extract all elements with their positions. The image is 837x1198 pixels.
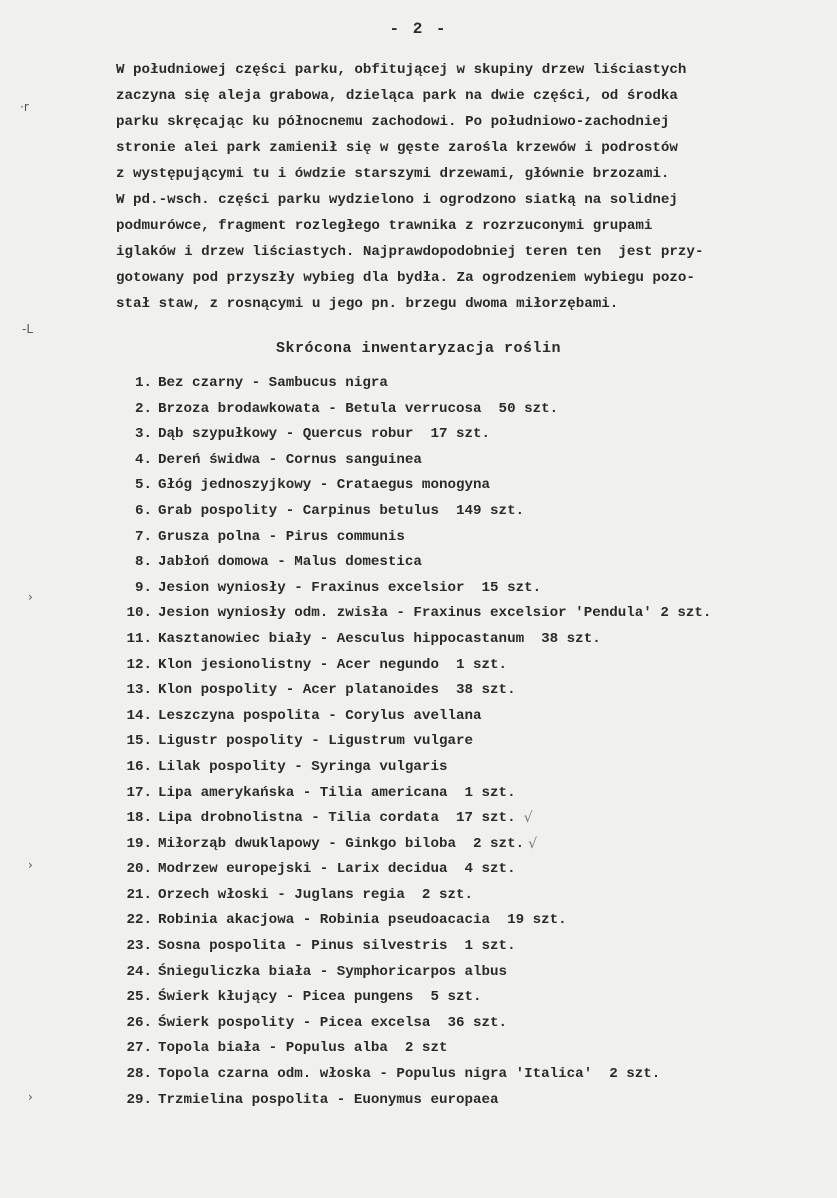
intro-line: z występującymi tu i ówdzie starszymi drzewami, głównie brzozami. [116,166,670,182]
list-item [112,1011,832,1037]
list-item [112,1062,832,1088]
item-number: 18. [126,810,152,827]
margin-mark: › [28,590,33,604]
item-text: Sosna pospolita - Pinus silvestris 1 szt. [158,938,516,955]
item-text: Świerk pospolity - Picea excelsa 36 szt. [158,1014,508,1031]
item-text: Klon jesionolistny - Acer negundo 1 szt. [158,656,508,673]
item-text: Modrzew europejski - Larix decidua 4 szt. [158,861,516,878]
check-mark: √ [523,810,533,827]
item-number: 8. [134,554,152,571]
list-item [112,857,832,883]
margin-mark: › [28,858,33,872]
list-item [112,960,832,986]
list-item [112,653,832,679]
list-item [112,1036,832,1062]
item-number: 9. [134,579,152,596]
item-text: Miłorząb dwuklapowy - Ginkgo biloba 2 szt. [158,835,525,852]
list-item [112,729,832,755]
list-item [112,806,832,832]
item-number: 6. [134,502,152,519]
item-number: 24. [126,963,152,980]
item-number: 20. [126,861,152,878]
item-number: 16. [126,758,152,775]
item-text: Lipa drobnolistna - Tilia cordata 17 szt. [158,810,516,827]
item-text: Leszczyna pospolita - Corylus avellana [158,707,482,724]
intro-line: W pd.-wsch. części parku wydzielono i ogrodzono siatką na solidnej [116,192,678,208]
item-number: 10. [126,605,152,622]
item-number: 1. [134,375,152,391]
item-text: Jesion wyniosły - Fraxinus excelsior 15 szt. [158,579,542,596]
intro-line: gotowany pod przyszły wybieg dla bydła. Za ogrodzeniem wybiegu pozo- [116,270,695,286]
item-number: 14. [126,707,152,724]
item-text: Topola czarna odm. włoska - Populus nigra 'Italica' 2 szt. [158,1066,661,1083]
item-text: Dereń świdwa - Cornus sanguinea [158,451,422,468]
list-item [112,883,832,909]
intro-line: zaczyna się aleja grabowa, dzieląca park na dwie części, od środka [116,88,678,104]
item-number: 7. [134,528,152,545]
list-item [112,448,832,474]
item-text: Lipa amerykańska - Tilia americana 1 szt. [158,784,516,801]
item-number: 22. [126,912,152,929]
item-text: Trzmielina pospolita - Euonymus europaea [158,1091,499,1108]
item-number: 3. [134,426,152,443]
item-text: Świerk kłujący - Picea pungens 5 szt. [158,989,482,1006]
check-mark: √ [528,835,538,852]
item-text: Śnieguliczka biała - Symphoricarpos albus [158,963,508,980]
item-number: 13. [126,682,152,699]
list-item [112,473,832,499]
item-number: 23. [126,938,152,955]
item-number: 15. [126,733,152,750]
item-number: 17. [126,784,152,801]
item-text: Grusza polna - Pirus communis [158,528,405,545]
list-item [112,601,832,627]
list-item [112,704,832,730]
item-text: Jabłoń domowa - Malus domestica [158,554,422,571]
item-number: 29. [126,1091,152,1108]
list-item [112,576,832,602]
item-text: Brzoza brodawkowata - Betula verrucosa 50 szt. [158,400,559,417]
list-item [112,1088,832,1114]
intro-line: podmurówce, fragment rozległego trawnika z rozrzuconymi grupami [116,218,653,234]
item-number: 11. [126,630,152,647]
item-number: 28. [126,1066,152,1083]
margin-mark: › [28,1090,33,1104]
margin-mark: ·r [20,100,29,114]
list-item [112,422,832,448]
list-item [112,934,832,960]
item-number: 12. [126,656,152,673]
list-item [112,985,832,1011]
intro-line: parku skręcając ku północnemu zachodowi. Po południowo-zachodniej [116,114,670,130]
intro-line: iglaków i drzew liściastych. Najprawdopodobniej teren ten jest przy- [116,244,704,260]
item-number: 4. [134,451,152,468]
margin-mark: -L [22,322,34,336]
page-number: - 2 - [389,20,448,38]
item-text: Kasztanowiec biały - Aesculus hippocastanum 38 szt. [158,630,601,647]
item-number: 21. [126,886,152,903]
intro-line: W południowej części parku, obfitującej w skupiny drzew liściastych [116,62,687,78]
item-text: Grab pospolity - Carpinus betulus 149 szt. [158,502,525,519]
item-text: Bez czarny - Sambucus nigra [158,375,388,391]
intro-line: stał staw, z rosnącymi u jego pn. brzegu dwoma miłorzębami. [116,296,619,312]
list-item [112,550,832,576]
item-text: Lilak pospolity - Syringa vulgaris [158,758,448,775]
plant-list [112,371,832,1113]
list-item [112,499,832,525]
intro-line: stronie alei park zamienił się w gęste zarośla krzewów i podrostów [116,140,678,156]
list-item [112,678,832,704]
list-item [112,525,832,551]
item-text: Ligustr pospolity - Ligustrum vulgare [158,733,474,750]
list-item [112,832,832,858]
list-item [112,371,832,397]
section-title: Skrócona inwentaryzacja roślin [275,340,562,357]
item-number: 5. [134,477,152,494]
item-number: 27. [126,1040,152,1057]
list-item [112,755,832,781]
list-item [112,781,832,807]
list-item [112,908,832,934]
item-text: Głóg jednoszyjkowy - Crataegus monogyna [158,477,491,494]
item-number: 19. [126,835,152,852]
item-text: Topola biała - Populus alba 2 szt [158,1040,448,1057]
item-text: Robinia akacjowa - Robinia pseudoacacia 19 szt. [158,912,567,929]
item-text: Dąb szypułkowy - Quercus robur 17 szt. [158,426,491,443]
list-item [112,627,832,653]
item-number: 2. [134,400,152,417]
item-text: Klon pospolity - Acer platanoides 38 szt. [158,682,516,699]
list-item [112,397,832,423]
item-number: 25. [126,989,152,1006]
intro-paragraph [116,57,816,317]
item-text: Orzech włoski - Juglans regia 2 szt. [158,886,474,903]
item-number: 26. [126,1014,152,1031]
item-text: Jesion wyniosły odm. zwisła - Fraxinus excelsior 'Pendula' 2 szt. [158,605,712,622]
